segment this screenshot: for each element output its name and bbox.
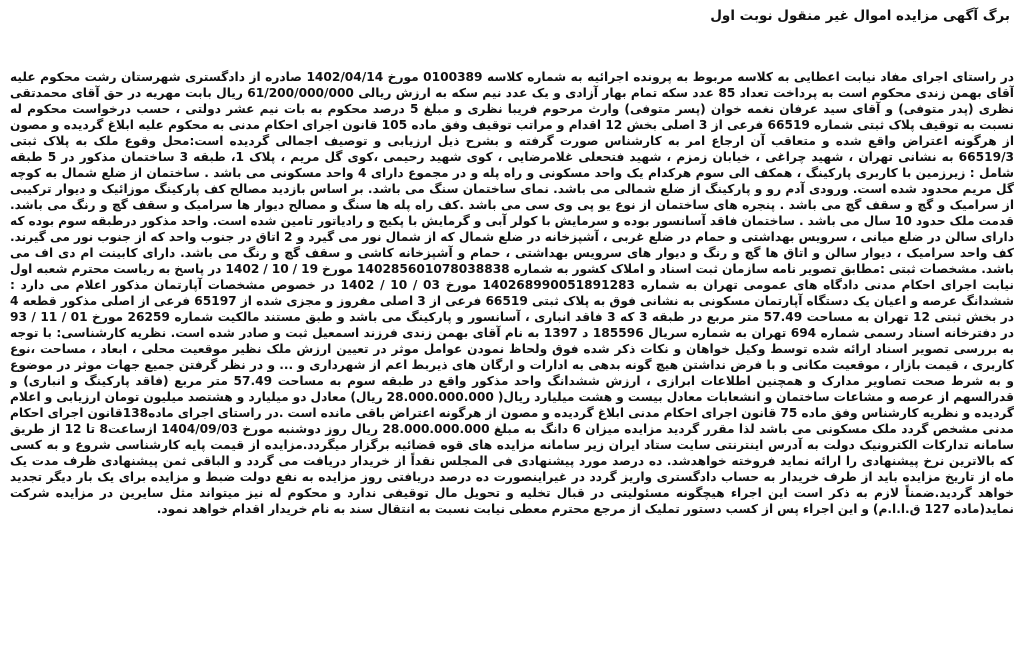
document-body: در راستای اجرای مفاد نیابت اعطایی به کلاسه مربوط به پرونده اجرائیه به شماره کلاسه 0100389 مورخ 1402/04/14 صادره از دادگستری شهرستان رشت محکوم علیه آقای بهمن زندی محکوم است به پرداخت تعداد 85 عدد سکه تمام بهار آزادی و یک عدد نیم سکه به ارزش ریالی 61/200/000/000 ریال بابت مهریه در حق آقای محمدتقی نظری (پدر متوفی) و آقای سید عرفان نغمه خوان (پسر متوفی) وارث مرحوم فریبا نظری و مبلغ 5 درصد محکوم به بات نیم عشر دولتی ، حسب درخواست محکوم له نسبت به توقیف پلاک ثبتی شماره 66519 فرعی از 3 اصلی بخش 12 اقدام و مراتب توقیف وفق ماده 105 قانون اجرای احکام مدنی به محکوم علیه ابلاغ گردیده و مصون از هرگونه اعتراض واقع شده و متعاقب آن ارجاع امر به کارشناس صورت گرفته و بشرح ذیل ارزیابی و توصیف اجمالی گردیده است:محل وقوع ملک به پلاک ثبتی 66519/3 به نشانی تهران ، شهید چراغی ، خیابان زمزم ، شهید فتحعلی غلامرضایی ، کوی شهید رحیمی ،کوی گل مریم ، پلاک 1، طبقه 3 ساختمان مذکور در 5 طبقه شامل : زیرزمین با کاربری پارکینگ ، همکف الی سوم هرکدام یک واحد مسکونی و راه پله و در مجموع دارای 4 واحد مسکونی می باشد . ساختمان از ضلع شمال به کوچه گل مریم محدود شده است. ورودی آدم رو و پارکینگ از ضلع شمالی می باشد. نمای ساختمان سنگ می باشد. بر اساس بازدید مصالح کف پارکینگ موزائیک و دیوار ترکیبی از سرامیک و گچ و سقف گچ می باشد . پنجره های ساختمان از نوع یو پی وی سی می باشد .کف راه پله ها سنگ و مصالح دیوار ها سرامیک و سقف گچ و رنگ می باشد. قدمت ملک حدود 10 سال می باشد . ساختمان فاقد آسانسور بوده و سرمایش با کولر آبی و گرمایش با پکیج و رادیاتور تامین شده است. واحد مذکور درطبقه سوم بوده که دارای سالن در ضلع میانی ، سرویس بهداشتی و حمام در ضلع غربی ، آشپزخانه در ضلع شمال که از شمال نور می گیرد و 2 اتاق در جنوب واحد که از جنوب نور می گیرند. کف واحد سرامیک ، دیوار سالن و اتاق ها گچ و رنگ و دیوار های سرویس بهداشتی ، حمام و آشپزخانه کاشی و سقف گچ و رنگ می باشد. دارای کابینت ام دی اف می باشد. مشخصات ثبتی :مطابق تصویر نامه سازمان ثبت اسناد و املاک کشور به شماره 140285601078038838 مورخ 19 / 10 / 1402 در پاسخ به ریاست محترم شعبه اول نیابت اجرای احکام مدنی دادگاه های عمومی تهران به شماره 140268990051891283 مورخ 03 / 10 / 1402 در خصوص مشخصات آپارتمان مذکور اعلام می دارد : ششدانگ عرصه و اعیان یک دستگاه آپارتمان مسکونی به نشانی فوق به پلاک ثبتی 66519 فرعی از 3 اصلی مفروز و مجزی شده از 65197 فرعی از اصلی مذکور قطعه 4 در بخش ثبتی 12 تهران به مساحت 57.49 متر مربع در طبقه 3 که 3 فاقد انباری ، آسانسور و پارکینگ می باشد و طبق مستند مالکیت شماره 26259 مورخ 01 / 11 / 93 در دفترخانه اسناد رسمی شماره 694 تهران به شماره سریال 185596 د 1397 به نام آقای بهمن زندی فرزند اسمعیل ثبت و صادر شده است. نظریه کارشناسی: با توجه به بررسی تصویر اسناد ارائه شده توسط وکیل خواهان و نکات ذکر شده فوق ولحاظ نمودن عوامل موثر در تعیین ارزش ملک نظیر موقعیت محلی ، ابعاد ، مساحت ،نوع کاربری ، قیمت بازار ، موقعیت مکانی و با فرض نداشتن هیچ گونه بدهی به ادارات و ارگان های ذیربط اعم از شهرداری و ... و در نظر گرفتن جمیع جهات موثر در موضوع و به شرط صحت تصاویر مدارک و همچنین اطلاعات ابرازی ، ارزش ششدانگ واحد مذکور واقع در طبقه سوم به مساحت 57.49 متر مربع (فاقد پارکینگ و انباری) و قدرالسهم از عرصه و مشاعات ساختمان و انشعابات معادل بیست و هشت میلیارد ریال( 28.000.000.000 ریال) معادل دو میلیارد و هشتصد میلیون تومان ارزیابی و اعلام گردیده و نظریه کارشناس وفق ماده 75 قانون اجرای احکام مدنی ابلاغ گردیده و مصون از هرگونه اعتراض باقی مانده است .در راستای اجرای ماده138قانون اجرای احکام مدنی مشخص گردد ملک مسکونی می باشد لذا مقرر گردید مزایده میزان 6 دانگ به مبلغ 28.000.000.000 ریال روز دوشنبه مورخ 1404/09/03 ازساعت8 تا 12 از طریق سامانه تدارکات الکترونیک دولت به آدرس اینترنتی سایت ستاد ایران زیر سامانه مزایده های قوه قضائیه برگزار میگردد.مزایده از قیمت پایه کارشناسی شروع و به کسی که بالاترین نرخ پیشنهادی را ارائه نماید فروخته خواهدشد. ده درصد مورد پیشنهادی فی المجلس نقداً از خریدار دریافت می گردد و الباقی ثمن پیشنهادی ظرف مدت یک ماه از تاریخ مزایده باید از طرف خریدار به حساب دادگستری واریز گردد در غیراینصورت ده درصد دریافتی روز مزایده به نفع دولت ضبط و مزایده برای یک بار دیگر تجدید خواهد گردید.ضمناً لازم به ذکر است این اجراء هیچگونه مسئولیتی در قبال تخلیه و تحویل مال توقیفی ندارد و محکوم له نیز میتواند مثل سایرین در مزایده شرکت نماید(ماده 127 ق.ا.ا.م) و این اجراء پس از کسب دستور تملیک از مرجع محترم معطی نیابت نسبت به انتقال سند به نام خریدار اقدام خواهد نمود. — [10, 70, 1014, 516]
document-title: برگ آگهی مزایده اموال غیر منقول نوبت اول — [710, 8, 1010, 24]
